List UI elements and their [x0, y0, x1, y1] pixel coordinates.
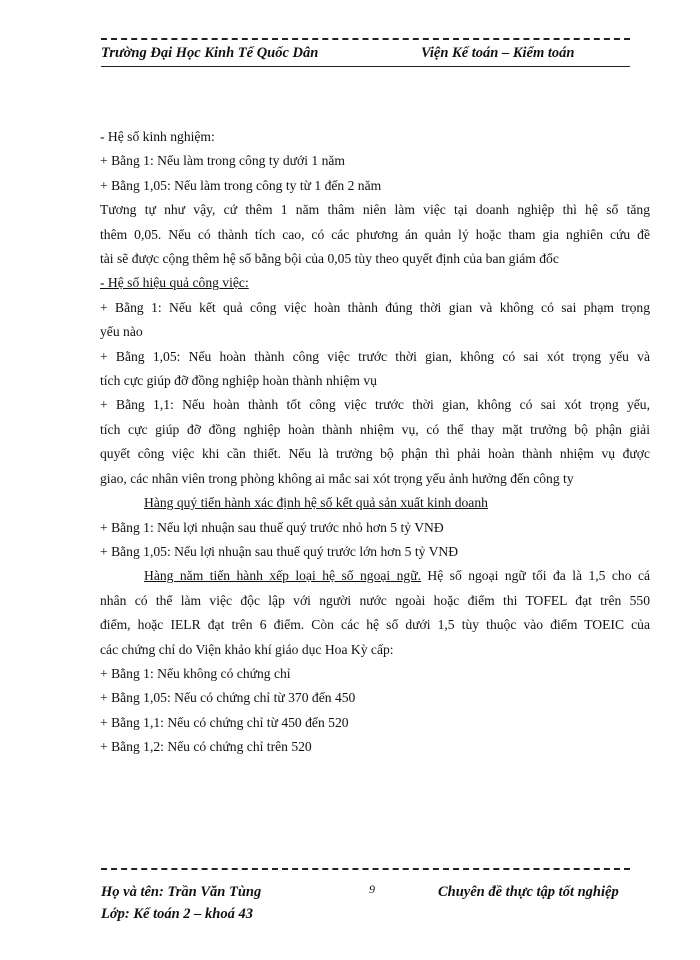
text-line: + Bằng 1: Nếu không có chứng chỉ	[100, 665, 291, 681]
text-line	[100, 564, 650, 588]
header-university: Trường Đại Học Kinh Tế Quốc Dân	[101, 45, 319, 61]
header-rule-top	[101, 38, 630, 42]
text-line: tích cực giúp đỡ đồng nghiệp hoàn thành nhiệm vụ	[100, 373, 377, 389]
text-span: Hệ số ngoại ngữ tối đa là 1,5 cho cá	[420, 568, 651, 584]
text-line: + Bằng 1,05: Nếu làm trong công ty từ 1 đến 2 năm	[100, 177, 382, 193]
text-line: các chứng chỉ do Viện khảo khí giáo dục Hoa Kỳ cấp:	[100, 641, 394, 657]
text-line: - Hệ số kinh nghiệm:	[100, 129, 215, 144]
text-line: yếu nào	[100, 324, 143, 340]
text-line: + Bằng 1,1: Nếu có chứng chỉ từ 450 đến 520	[100, 714, 349, 730]
footer-title: Chuyên đề thực tập tốt nghiệp	[438, 884, 619, 900]
header-institute: Viện Kế toán – Kiểm toán	[421, 45, 575, 61]
page-footer	[101, 868, 630, 928]
heading-quarterly: Hàng quý tiến hành xác định hệ số kết quả sản xuất kinh doanh	[144, 495, 488, 511]
text-line: tích cực giúp đỡ đồng nghiệp hoàn thành nhiệm vụ, có thể thay mặt trưởng bộ phận giải	[100, 421, 650, 437]
document-body	[100, 125, 650, 760]
page-number: 9	[369, 882, 375, 896]
text-line: giao, các nhân viên trong phòng không ai mắc sai xót trọng yếu ảnh hưởng đến công ty	[100, 470, 574, 486]
text-line: + Bằng 1: Nếu lợi nhuận sau thuế quý trước nhỏ hơn 5 tỷ VNĐ	[100, 519, 444, 535]
text-line: điểm, hoặc IELR đạt trên 6 điểm. Còn các hệ số dưới 1,5 tùy thuộc vào điểm TOEIC của	[100, 617, 650, 633]
text-line: + Bằng 1,1: Nếu hoàn thành tốt công việc trước thời gian, không có sai xót trọng yếu,	[100, 397, 650, 413]
text-line: tài sẽ được cộng thêm hệ số bằng bội của 0,05 tùy theo quyết định của ban giám đốc	[100, 251, 559, 267]
text-line: + Bằng 1,05: Nếu hoàn thành công việc trước thời gian, không có sai xót trọng yếu và	[100, 348, 650, 364]
page-header	[101, 38, 630, 68]
heading-language: Hàng năm tiến hành xếp loại hệ số ngoại ngữ.	[144, 568, 421, 584]
text-line: + Bằng 1,05: Nếu có chứng chỉ từ 370 đến 450	[100, 690, 356, 706]
text-line: thêm 0,05. Nếu có thành tích cao, có các phương án quản lý hoặc tham gia nghiên cứu đề	[100, 226, 650, 242]
footer-class: Lớp: Kế toán 2 – khoá 43	[101, 906, 253, 922]
text-line: + Bằng 1: Nếu làm trong công ty dưới 1 năm	[100, 153, 345, 169]
text-line: + Bằng 1,05: Nếu lợi nhuận sau thuế quý trước lớn hơn 5 tỷ VNĐ	[100, 543, 459, 559]
text-line: + Bằng 1,2: Nếu có chứng chỉ trên 520	[100, 739, 312, 755]
footer-rule	[101, 868, 630, 872]
text-line: + Bằng 1: Nếu kết quả công việc hoàn thành đúng thời gian và không có sai phạm trọng	[100, 299, 650, 315]
text-line: nhân có thể làm việc độc lập với người nước ngoài hoặc điểm thi TOFEL đạt trên 550	[100, 592, 650, 608]
footer-name: Họ và tên: Trần Văn Tùng	[101, 884, 262, 900]
text-line: quyết công việc khi cần thiết. Nếu là trưởng bộ phận thì phải hoàn thành nhiệm vụ được	[100, 446, 650, 462]
header-rule-bottom	[101, 66, 630, 67]
text-line: Tương tự như vậy, cứ thêm 1 năm thâm niên làm việc tại doanh nghiệp thì hệ số tăng	[100, 202, 650, 218]
heading-efficiency: - Hệ số hiệu quả công việc:	[100, 275, 249, 291]
